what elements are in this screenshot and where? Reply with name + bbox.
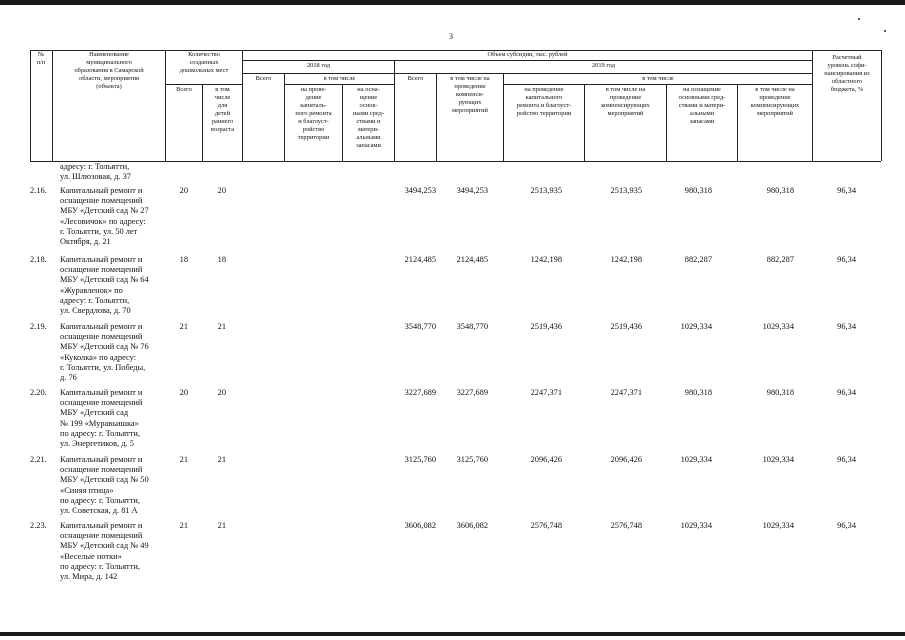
row-equipment-2019: 1029,334 xyxy=(680,455,712,464)
header-equip-2019: на оснащение основными сред- ствами и матери- альными запасами xyxy=(678,86,726,125)
row-cofinancing-rate: 96,34 xyxy=(837,322,856,331)
row-places: 20 xyxy=(179,388,188,397)
row-repair-compensating-2019: 2513,935 xyxy=(610,186,642,195)
row-repair-2019: 2576,748 xyxy=(530,521,562,530)
row-equipment-compensating-2019: 1029,334 xyxy=(762,521,794,530)
header-name: Наименование муниципального образования в Самарской области, мероприятия (объекта) xyxy=(74,51,144,90)
row-number: 2.23. xyxy=(30,521,47,530)
row-repair-compensating-2019: 2096,426 xyxy=(610,455,642,464)
row-cofinancing-rate: 96,34 xyxy=(837,455,856,464)
row-repair-2019: 2519,436 xyxy=(530,322,562,331)
row-cofinancing-rate: 96,34 xyxy=(837,521,856,530)
continuation-text: адресу: г. Тольятти, ул. Шлюзовая, д. 37 xyxy=(60,162,131,182)
row-number: 2.16. xyxy=(30,186,47,195)
header-total-2018: Всего xyxy=(255,75,272,82)
row-equipment-2019: 1029,334 xyxy=(680,322,712,331)
row-repair-compensating-2019: 1242,198 xyxy=(610,255,642,264)
row-compensating-2019: 3606,082 xyxy=(456,521,488,530)
row-total-2019: 3494,253 xyxy=(404,186,436,195)
header-equip-2018: на осна- щение основ- ными сред- ствами и матери- альными запасами xyxy=(353,86,384,149)
row-total-2019: 3227,689 xyxy=(404,388,436,397)
row-equipment-2019: 980,318 xyxy=(684,388,712,397)
row-repair-2019: 1242,198 xyxy=(530,255,562,264)
row-total-2019: 3548,770 xyxy=(404,322,436,331)
row-total-2019: 2124,485 xyxy=(404,255,436,264)
row-places-early: 21 xyxy=(217,455,226,464)
row-name: Капитальный ремонт и оснащение помещений МБУ «Детский сад № 199 «Муравьишка» по адресу: г. Тольятти, ул. Энергетиков, д. 5 xyxy=(60,388,143,449)
row-places-early: 21 xyxy=(217,322,226,331)
row-number: 2.18. xyxy=(30,255,47,264)
row-places: 20 xyxy=(179,186,188,195)
scan-speck xyxy=(884,30,886,32)
header-repair-comp-2019: в том числе на проведение компенсирующих мероприятий xyxy=(601,86,650,117)
row-equipment-2019: 882,287 xyxy=(684,255,712,264)
header-cofinancing-rate: Расчетный уровень софи- нансирования из областного бюджета, % xyxy=(824,54,870,93)
row-equipment-compensating-2019: 1029,334 xyxy=(762,455,794,464)
row-compensating-2019: 3494,253 xyxy=(456,186,488,195)
row-equipment-compensating-2019: 882,287 xyxy=(766,255,794,264)
header-incl-2019: в том числе xyxy=(642,75,674,82)
row-places-early: 20 xyxy=(217,186,226,195)
row-repair-2019: 2247,371 xyxy=(530,388,562,397)
row-number: 2.19. xyxy=(30,322,47,331)
row-equipment-compensating-2019: 980,318 xyxy=(766,388,794,397)
row-equipment-2019: 980,318 xyxy=(684,186,712,195)
row-repair-2019: 2513,935 xyxy=(530,186,562,195)
row-total-2019: 3125,760 xyxy=(404,455,436,464)
row-repair-compensating-2019: 2519,436 xyxy=(610,322,642,331)
row-places: 21 xyxy=(179,322,188,331)
header-places-early: в том числе для детей раннего возраста xyxy=(210,86,235,133)
row-cofinancing-rate: 96,34 xyxy=(837,388,856,397)
header-subsidy: Объем субсидии, тыс. рублей xyxy=(487,51,568,58)
scan-speck xyxy=(858,18,860,20)
row-places-early: 20 xyxy=(217,388,226,397)
row-repair-2019: 2096,426 xyxy=(530,455,562,464)
header-total-2019: Всего xyxy=(407,75,424,82)
row-equipment-compensating-2019: 980,318 xyxy=(766,186,794,195)
row-places: 21 xyxy=(179,521,188,530)
page-number: 3 xyxy=(449,32,453,41)
header-equip-comp-2019: в том числе на проведение компенсирующих мероприятий xyxy=(750,86,800,117)
scan-bottom-edge xyxy=(0,632,905,636)
header-incl-2018: в том числе xyxy=(323,75,356,82)
row-name: Капитальный ремонт и оснащение помещений МБУ «Детский сад № 76 «Куколка» по адресу: г. Тольятти, ул. Победы, д. 76 xyxy=(60,322,149,383)
row-repair-compensating-2019: 2247,371 xyxy=(610,388,642,397)
row-compensating-2019: 3125,760 xyxy=(456,455,488,464)
scan-top-edge xyxy=(0,0,905,5)
row-name: Капитальный ремонт и оснащение помещений МБУ «Детский сад № 64 «Журавленок» по адресу: г. Тольятти, ул. Свердлова, д. 70 xyxy=(60,255,149,316)
row-number: 2.21. xyxy=(30,455,47,464)
row-cofinancing-rate: 96,34 xyxy=(837,186,856,195)
row-compensating-2019: 3227,689 xyxy=(456,388,488,397)
header-year-2018: 2018 год xyxy=(306,62,331,69)
row-total-2019: 3606,082 xyxy=(404,521,436,530)
header-places: Количество созданных дошкольных мест xyxy=(179,51,229,74)
header-comp-2019: в том числе на проведение компенси- рующих мероприятий xyxy=(450,75,490,114)
row-places: 18 xyxy=(179,255,188,264)
header-year-2019: 2019 год xyxy=(591,62,616,69)
row-places-early: 18 xyxy=(217,255,226,264)
row-equipment-compensating-2019: 1029,334 xyxy=(762,322,794,331)
row-number: 2.20. xyxy=(30,388,47,397)
header-repair-2018: на прове- дение капиталь- ного ремонта и благоуст- ройство территории xyxy=(295,86,332,141)
header-places-total: Всего xyxy=(176,86,192,93)
row-cofinancing-rate: 96,34 xyxy=(837,255,856,264)
row-compensating-2019: 3548,770 xyxy=(456,322,488,331)
row-places-early: 21 xyxy=(217,521,226,530)
row-name: Капитальный ремонт и оснащение помещений МБУ «Детский сад № 49 «Веселые нотки» по адресу: г. Тольятти, ул. Мира, д. 142 xyxy=(60,521,149,582)
row-places: 21 xyxy=(179,455,188,464)
header-repair-2019: на проведение капитального ремонта и благоуст- ройство территории xyxy=(516,86,572,117)
row-compensating-2019: 2124,485 xyxy=(456,255,488,264)
row-name: Капитальный ремонт и оснащение помещений МБУ «Детский сад № 50 «Синяя птица» по адресу: г. Тольятти, ул. Советская, д. 81 А xyxy=(60,455,149,516)
header-no: № п/п xyxy=(36,51,46,66)
row-equipment-2019: 1029,334 xyxy=(680,521,712,530)
row-name: Капитальный ремонт и оснащение помещений МБУ «Детский сад № 27 «Лесовичок» по адресу: г. Тольятти, ул. 50 лет Октября, д. 21 xyxy=(60,186,149,247)
row-repair-compensating-2019: 2576,748 xyxy=(610,521,642,530)
